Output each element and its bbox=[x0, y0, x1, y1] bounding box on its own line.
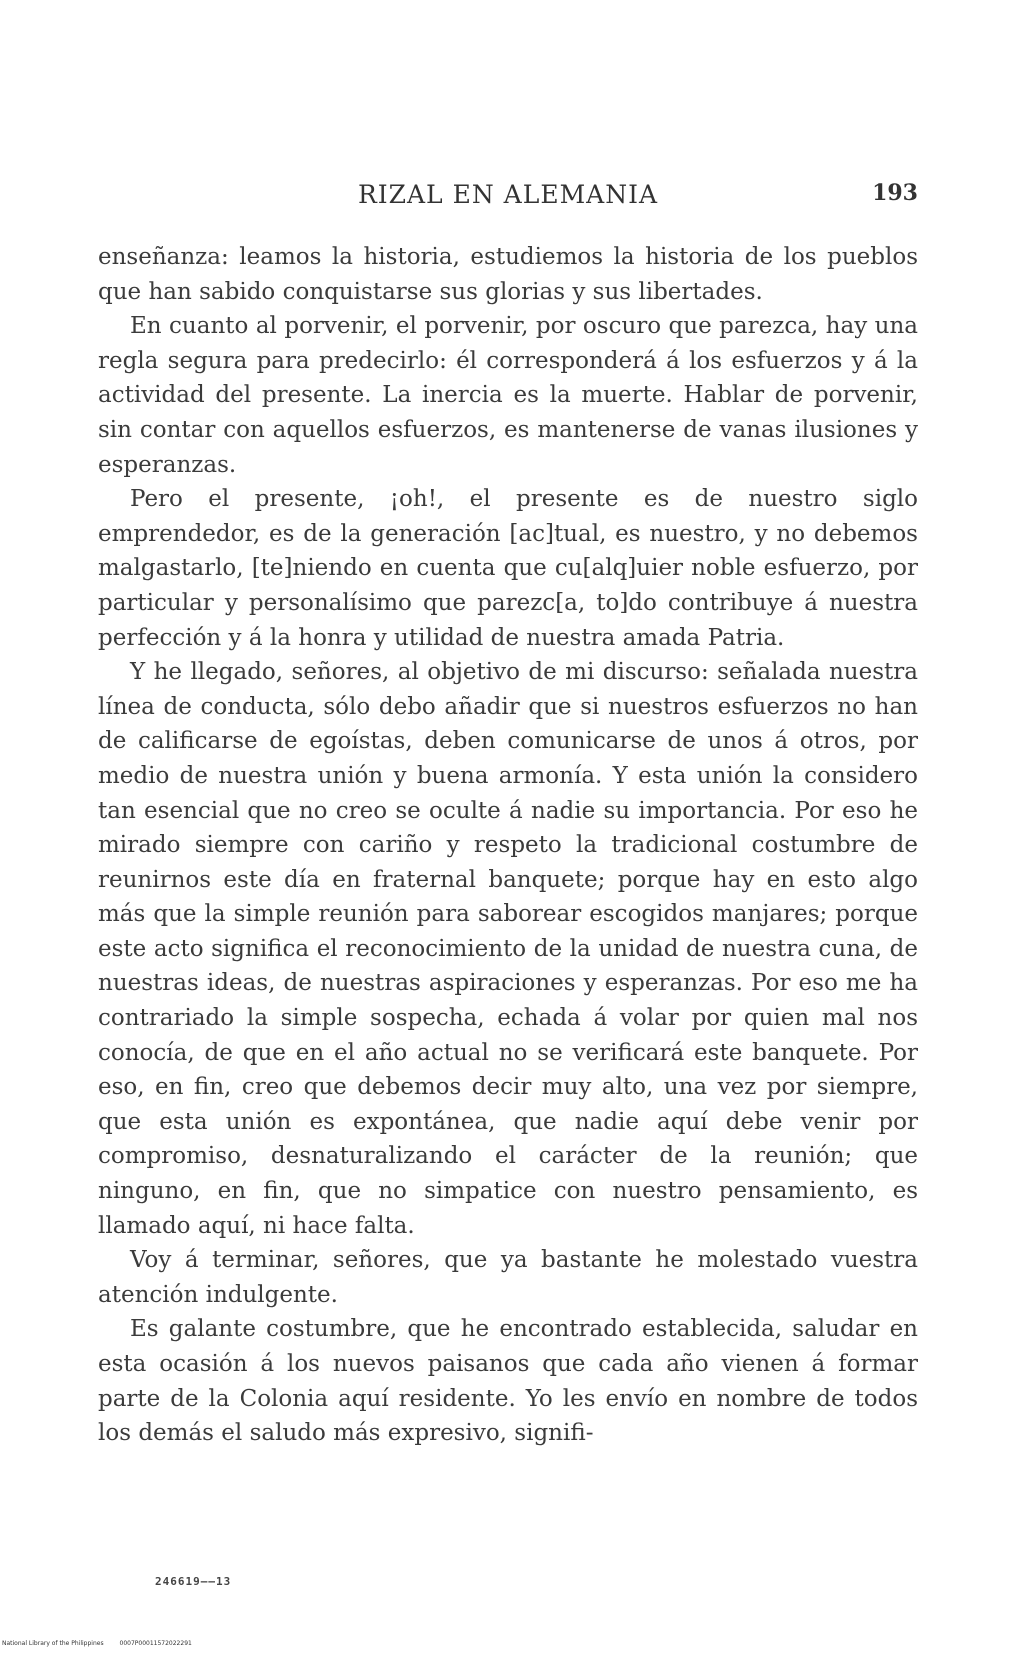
paragraph: Voy á terminar, señores, que ya bastante he molestado vuestra atención indulgente. bbox=[98, 1247, 918, 1308]
paragraph: Pero el presente, ¡oh!, el presente es de nuestro siglo emprendedor, es de la generación [ac]tual, es nuestro, y no debemos malgastarlo, [te]niendo en cuenta que cu[alq]uier noble esfuerzo, por particular y personalísimo que parezc[a, to]do contribuye á nuestra perfección y á la honra y utilidad de nuestra amada Patria. bbox=[98, 486, 918, 651]
page-number: 193 bbox=[872, 180, 918, 206]
running-title: RIZAL EN ALEMANIA bbox=[357, 180, 659, 209]
paragraph: Y he llegado, señores, al objetivo de mi discurso: señalada nuestra línea de conducta, sólo debo añadir que si nuestros esfuerzos no han de calificarse de egoístas, deben comunicarse de unos á otros, por medio de nuestra unión y buena armonía. Y esta unión la considero tan esencial que no creo se oculte á nadie su importancia. Por eso he mirado siempre con cariño y respeto la tradicional costumbre de reunirnos este día en fraternal banquete; porque hay en esto algo más que la simple reunión para saborear escogidos manjares; porque este acto significa el reconocimiento de la unidad de nuestra cuna, de nuestras ideas, de nuestras aspiraciones y esperanzas. Por eso me ha contrariado la simple sospecha, echada á volar por quien mal nos conocía, de que en el año actual no se verificará este banquete. Por eso, en fin, creo que debemos decir muy alto, una vez por siempre, que esta unión es expontánea, que nadie aquí debe venir por compromiso, desnaturalizando el carácter de la reunión; que ninguno, en fin, que no simpatice con nuestro pensamiento, es llamado aquí, ni hace falta. bbox=[98, 659, 918, 1239]
running-header bbox=[98, 180, 918, 216]
paragraph: Es galante costumbre, que he encontrado establecida, saludar en esta ocasión á los nuevos paisanos que cada año vienen á formar parte de la Colonia aquí residente. Yo les envío en nombre de todos los demás el saludo más expresivo, signifi- bbox=[98, 1316, 918, 1447]
paragraph: En cuanto al porvenir, el porvenir, por oscuro que parezca, hay una regla segura para predecirlo: él corresponderá á los esfuerzos y á la actividad del presente. La inercia es la muerte. Hablar de porvenir, sin contar con aquellos esfuerzos, es mantenerse de vanas ilusiones y esperanzas. bbox=[98, 313, 918, 478]
paragraph: enseñanza: leamos la historia, estudiemos la historia de los pueblos que han sabido conquistarse sus glorias y sus libertades. bbox=[98, 244, 918, 305]
scan-footer bbox=[2, 1640, 206, 1647]
footer-identifier: 0007P00011572022291 bbox=[119, 1640, 192, 1647]
printer-signature-mark: 246619——13 bbox=[155, 1575, 232, 1588]
body-text bbox=[98, 240, 918, 1451]
footer-institution: National Library of the Philippines bbox=[2, 1640, 104, 1647]
